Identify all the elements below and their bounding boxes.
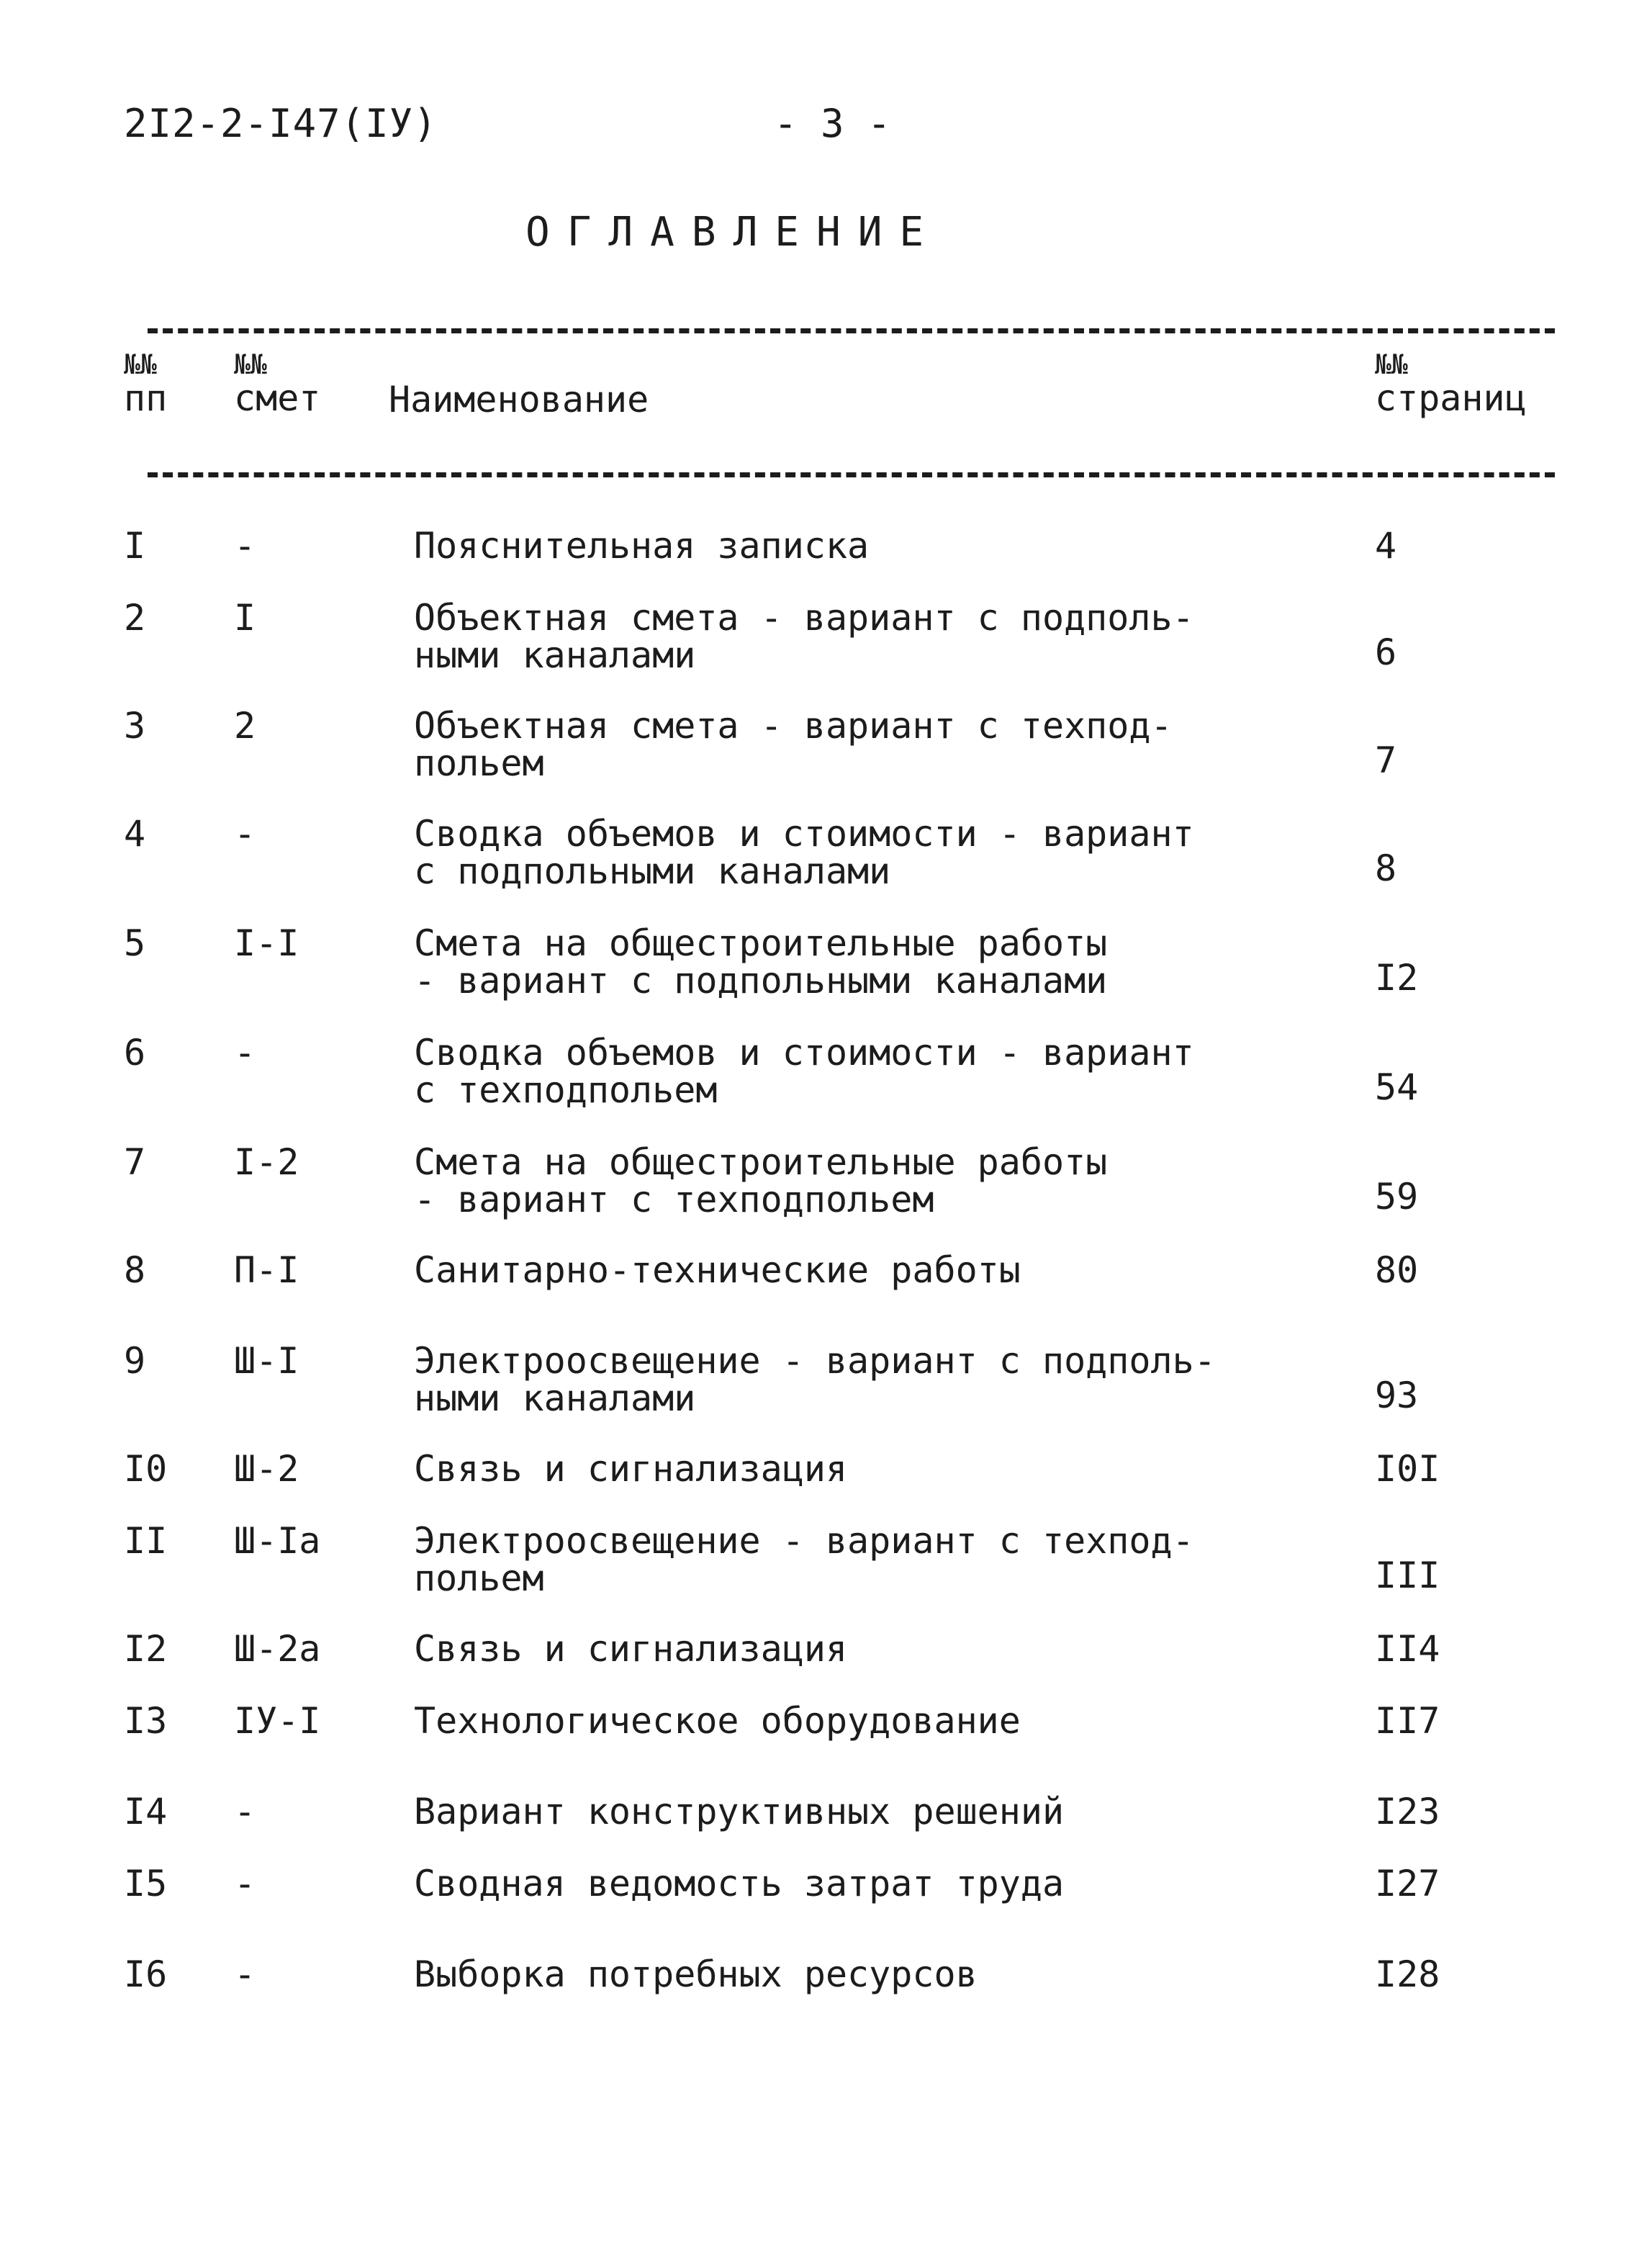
estimate-number: Ш-I: [234, 1340, 299, 1382]
page-ref: I28: [1375, 1953, 1440, 1995]
item-name: Сводная ведомость затрат труда: [414, 1863, 1065, 1904]
row-number: II: [124, 1520, 168, 1562]
row-number: 3: [124, 705, 146, 747]
item-name: Пояснительная записка: [414, 525, 870, 567]
column-header-smet-label: смет: [234, 377, 321, 419]
row-number: I4: [124, 1791, 168, 1832]
page-ref: I2: [1375, 957, 1419, 999]
page-ref: 8: [1375, 847, 1397, 889]
page-ref: I23: [1375, 1791, 1440, 1832]
estimate-number: Ш-Iа: [234, 1520, 321, 1562]
page-title: ОГЛАВЛЕНИЕ: [525, 209, 942, 256]
row-number: 6: [124, 1032, 146, 1074]
number-sign: №№: [1375, 348, 1408, 380]
header-top-rule: [148, 328, 1555, 333]
estimate-number: 2: [234, 705, 256, 747]
row-number: I6: [124, 1953, 168, 1995]
item-name: Сводка объемов и стоимости - вариант с техподпольем: [414, 1032, 1194, 1111]
item-name: Сводка объемов и стоимости - вариант с подпольными каналами: [414, 813, 1194, 892]
item-name: Электроосвещение - вариант с подполь- ными каналами: [414, 1340, 1216, 1419]
estimate-number: I-I: [234, 922, 299, 964]
row-number: I3: [124, 1700, 168, 1742]
row-number: 4: [124, 813, 146, 855]
estimate-number: -: [234, 813, 256, 855]
page-ref: 6: [1375, 631, 1397, 673]
number-sign: №№: [124, 348, 157, 380]
page-ref: II7: [1375, 1700, 1440, 1742]
page-ref: 7: [1375, 739, 1397, 781]
page-ref: 80: [1375, 1249, 1419, 1291]
column-header-pp-label: пп: [124, 377, 168, 419]
document-code: 2I2-2-I47(IУ): [124, 101, 438, 146]
row-number: I2: [124, 1628, 168, 1670]
item-name: Объектная смета - вариант с техпод- польем: [414, 705, 1173, 784]
header-bottom-rule: [148, 472, 1555, 477]
estimate-number: -: [234, 1791, 256, 1832]
estimate-number: -: [234, 1863, 256, 1904]
item-name: Связь и сигнализация: [414, 1448, 848, 1490]
item-name: Санитарно-технические работы: [414, 1249, 1021, 1291]
estimate-number: IУ-I: [234, 1700, 321, 1742]
row-number: I0: [124, 1448, 168, 1490]
page-ref: I0I: [1375, 1448, 1440, 1490]
page-ref: 54: [1375, 1066, 1419, 1108]
estimate-number: I-2: [234, 1141, 299, 1183]
number-sign: №№: [234, 348, 267, 380]
estimate-number: I: [234, 597, 256, 639]
row-number: I: [124, 525, 146, 567]
item-name: Электроосвещение - вариант с техпод- польем: [414, 1520, 1194, 1599]
estimate-number: -: [234, 525, 256, 567]
estimate-number: Ш-2: [234, 1448, 299, 1490]
row-number: 9: [124, 1340, 146, 1382]
page-ref: II4: [1375, 1628, 1440, 1670]
item-name: Объектная смета - вариант с подполь- ными каналами: [414, 597, 1194, 676]
column-header-pp: [124, 350, 167, 418]
row-number: 8: [124, 1249, 146, 1291]
estimate-number: -: [234, 1032, 256, 1074]
row-number: I5: [124, 1863, 168, 1904]
page-ref: 4: [1375, 525, 1397, 567]
page-ref: 93: [1375, 1375, 1419, 1416]
page-ref: 59: [1375, 1176, 1419, 1218]
row-number: 5: [124, 922, 146, 964]
column-header-name: Наименование: [389, 379, 649, 420]
item-name: Вариант конструктивных решений: [414, 1791, 1065, 1832]
column-header-page: [1375, 350, 1527, 418]
row-number: 7: [124, 1141, 146, 1183]
column-header-page-label: страниц: [1375, 377, 1527, 419]
item-name: Выборка потребных ресурсов: [414, 1953, 978, 1995]
item-name: Связь и сигнализация: [414, 1628, 848, 1670]
row-number: 2: [124, 597, 146, 639]
item-name: Смета на общестроительные работы - вариант с техподпольем: [414, 1141, 1108, 1220]
estimate-number: П-I: [234, 1249, 299, 1291]
page-ref: I27: [1375, 1863, 1440, 1904]
estimate-number: Ш-2а: [234, 1628, 321, 1670]
item-name: Технологическое оборудование: [414, 1700, 1021, 1742]
column-header-smet: [234, 350, 320, 418]
estimate-number: -: [234, 1953, 256, 1995]
page-ref: III: [1375, 1555, 1440, 1596]
item-name: Смета на общестроительные работы - вариант с подпольными каналами: [414, 922, 1108, 1002]
page-number: - 3 -: [774, 101, 891, 146]
